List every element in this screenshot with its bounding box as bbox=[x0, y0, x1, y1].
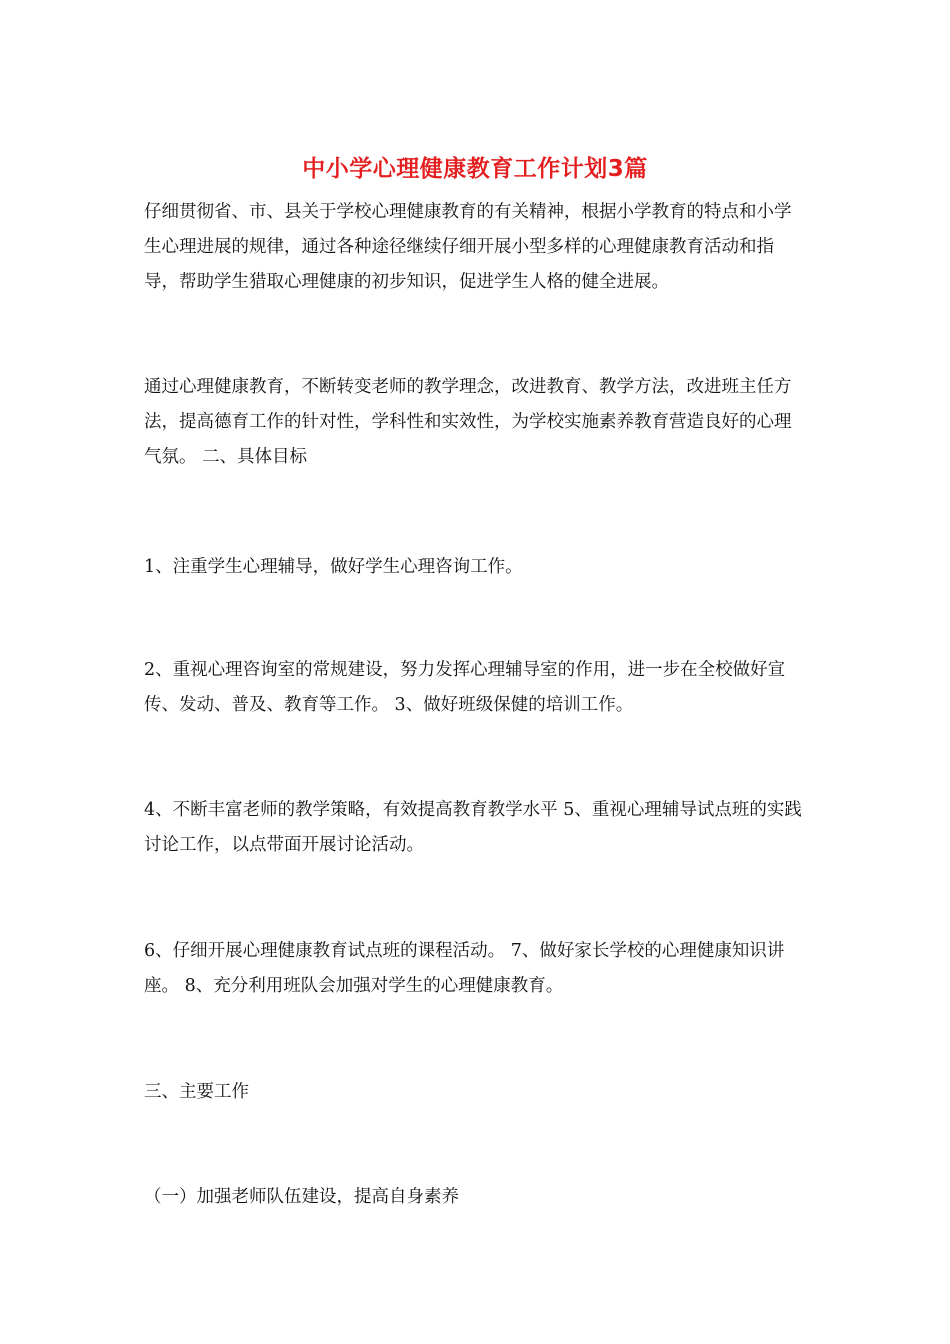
paragraph-item-2-3: 2、重视心理咨询室的常规建设，努力发挥心理辅导室的作用，进一步在全校做好宣传、发动、普及、教育等工作。 3、做好班级保健的培训工作。 bbox=[144, 660, 786, 715]
paragraph-item-4-5: 4、不断丰富老师的教学策略，有效提高教育教学水平 5、重视心理辅导试点班的实践讨论工作，以点带面开展讨论活动。 bbox=[144, 800, 802, 855]
subsection-heading-teacher: （一）加强老师队伍建设，提高自身素养 bbox=[144, 1187, 459, 1207]
paragraph-intro: 仔细贯彻省、市、县关于学校心理健康教育的有关精神，根据小学教育的特点和小学生心理进展的规律，通过各种途径继续仔细开展小型多样的心理健康教育活动和指导，帮助学生猎取心理健康的初步知识，促进学生人格的健全进展。 bbox=[144, 202, 792, 292]
paragraph-goal: 通过心理健康教育，不断转变老师的教学理念，改进教育、教学方法，改进班主任方法，提高德育工作的针对性，学科性和实效性，为学校实施素养教育营造良好的心理气氛。 二、具体目标 bbox=[144, 377, 792, 467]
paragraph-item-1: 1、注重学生心理辅导，做好学生心理咨询工作。 bbox=[144, 557, 523, 577]
document-title: 中小学心理健康教育工作计划3篇 bbox=[302, 156, 648, 182]
section-heading-main-work: 三、主要工作 bbox=[144, 1082, 249, 1102]
paragraph-item-6-8: 6、仔细开展心理健康教育试点班的课程活动。 7、做好家长学校的心理健康知识讲座。 8、充分利用班队会加强对学生的心理健康教育。 bbox=[144, 941, 785, 996]
